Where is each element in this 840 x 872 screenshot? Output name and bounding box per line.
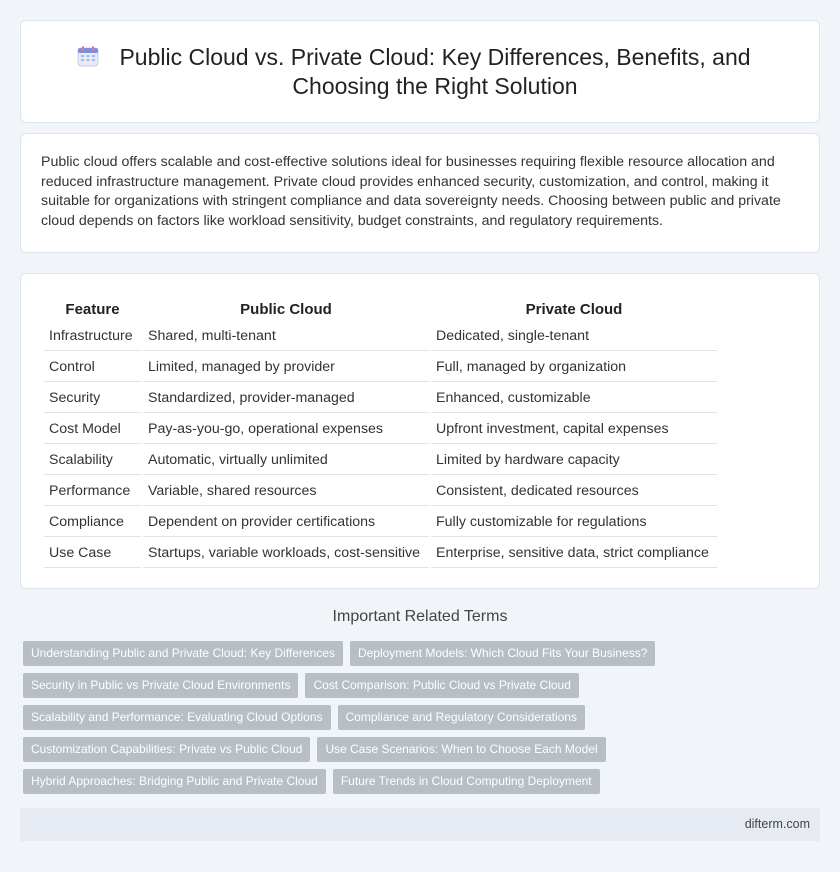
public-cell: Shared, multi-tenant: [143, 322, 429, 351]
feature-cell: Compliance: [44, 508, 141, 537]
related-term-tag[interactable]: Security in Public vs Private Cloud Environments: [23, 673, 298, 698]
related-term-tag[interactable]: Compliance and Regulatory Considerations: [338, 705, 585, 730]
related-terms-heading: Important Related Terms: [332, 608, 508, 625]
feature-cell: Security: [44, 384, 141, 413]
feature-cell: Cost Model: [44, 415, 141, 444]
related-terms-list: [23, 641, 823, 801]
table-header-row: [44, 296, 717, 320]
feature-cell: Infrastructure: [44, 322, 141, 351]
related-term-tag[interactable]: Future Trends in Cloud Computing Deployment: [333, 769, 600, 794]
related-term-tag[interactable]: Cost Comparison: Public Cloud vs Private Cloud: [305, 673, 578, 698]
feature-cell: Use Case: [44, 539, 141, 568]
public-cell: Startups, variable workloads, cost-sensitive: [143, 539, 429, 568]
footer: [20, 808, 820, 841]
comparison-card: [20, 273, 820, 589]
related-term-tag[interactable]: Use Case Scenarios: When to Choose Each Model: [317, 737, 605, 762]
related-term-tag[interactable]: Deployment Models: Which Cloud Fits Your Business?: [350, 641, 655, 666]
footer-site-link[interactable]: difterm.com: [744, 817, 810, 831]
feature-cell: Scalability: [44, 446, 141, 475]
table-row: [44, 384, 717, 413]
feature-cell: Performance: [44, 477, 141, 506]
table-row: [44, 508, 717, 537]
table-row: [44, 415, 717, 444]
table-row: [44, 322, 717, 351]
public-cell: Standardized, provider-managed: [143, 384, 429, 413]
related-term-tag[interactable]: Understanding Public and Private Cloud: Key Differences: [23, 641, 343, 666]
header-feature: Feature: [65, 300, 120, 318]
intro-paragraph: Public cloud offers scalable and cost-effective solutions ideal for businesses requiring flexible resource allocation and reduced infrastructure management. Private cloud provides enhanced security, customization, and control, making it suitable for organizations with stringent compliance and data sovereignty needs. Choosing between public and private cloud depends on factors like workload sensitivity, budget constraints, and regulatory requirements.: [41, 154, 781, 229]
public-cell: Variable, shared resources: [143, 477, 429, 506]
table-row: [44, 477, 717, 506]
private-cell: Limited by hardware capacity: [431, 446, 717, 475]
public-cell: Dependent on provider certifications: [143, 508, 429, 537]
private-cell: Upfront investment, capital expenses: [431, 415, 717, 444]
private-cell: Dedicated, single-tenant: [431, 322, 717, 351]
private-cell: Enterprise, sensitive data, strict compliance: [431, 539, 717, 568]
table-row: [44, 353, 717, 382]
related-term-tag[interactable]: Scalability and Performance: Evaluating Cloud Options: [23, 705, 331, 730]
related-term-tag[interactable]: Hybrid Approaches: Bridging Public and Private Cloud: [23, 769, 326, 794]
table-row: [44, 446, 717, 475]
page-title: Public Cloud vs. Private Cloud: Key Differences, Benefits, and Choosing the Right Solution: [119, 44, 751, 99]
public-cell: Pay-as-you-go, operational expenses: [143, 415, 429, 444]
private-cell: Fully customizable for regulations: [431, 508, 717, 537]
private-cell: Enhanced, customizable: [431, 384, 717, 413]
private-cell: Consistent, dedicated resources: [431, 477, 717, 506]
header-private-cloud: Private Cloud: [525, 300, 623, 318]
comparison-table: [42, 294, 719, 570]
header-public-cloud: Public Cloud: [240, 300, 332, 318]
public-cell: Limited, managed by provider: [143, 353, 429, 382]
public-cell: Automatic, virtually unlimited: [143, 446, 429, 475]
related-term-tag[interactable]: Customization Capabilities: Private vs Public Cloud: [23, 737, 310, 762]
intro-card: [20, 133, 820, 253]
title-card: [20, 20, 820, 123]
table-row: [44, 539, 717, 568]
feature-cell: Control: [44, 353, 141, 382]
private-cell: Full, managed by organization: [431, 353, 717, 382]
